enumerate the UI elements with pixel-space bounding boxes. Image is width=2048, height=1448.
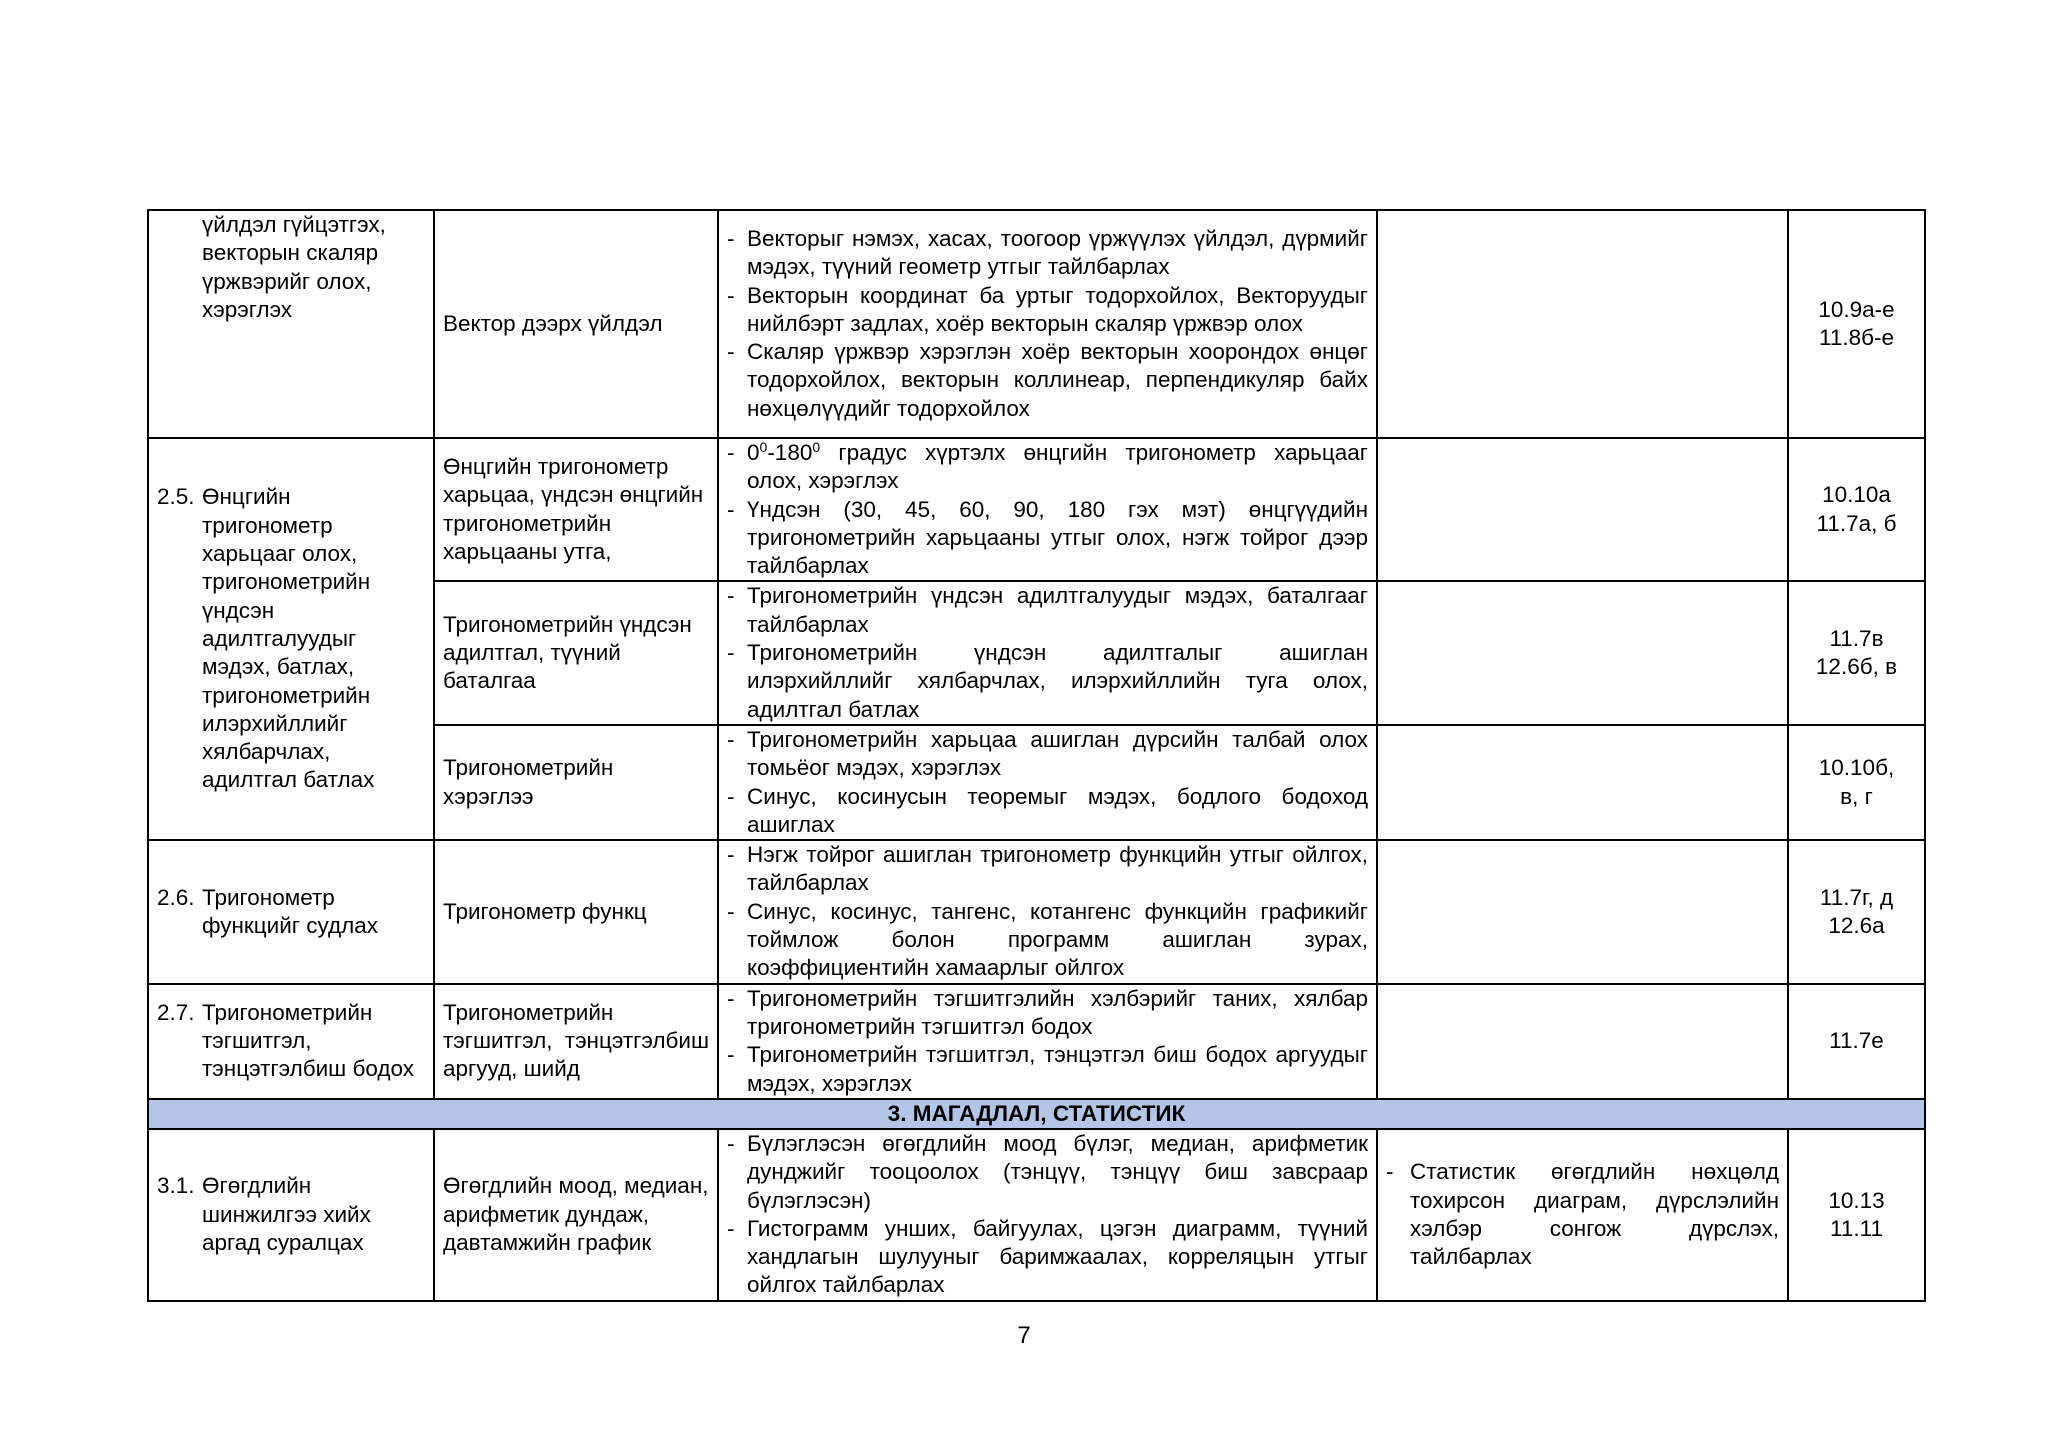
extra-cell (1377, 1129, 1788, 1301)
table-row (148, 1129, 1925, 1301)
goal-cell (148, 1129, 434, 1301)
goal-number: 2.6. (157, 884, 195, 910)
topic-cell: Тригонометрийн тэгшитгэл, тэнцэтгэлбиш аргууд, шийд (434, 984, 718, 1099)
topic-cell: Тригонометрийн үндсэн адилтгал, түүний баталгаа (434, 581, 718, 724)
code-cell: 10.10а 11.7а, б (1788, 438, 1925, 581)
goal-text: Тригонометрийн тэгшитгэл, тэнцэтгэлбиш бодох (202, 999, 415, 1082)
goal-cell (148, 840, 434, 983)
outcomes-cell (718, 581, 1377, 724)
table-row (148, 984, 1925, 1099)
outcome-item: - Тригонометрийн тэгшитгэл, тэнцэтгэл биш бодох аргуудыг мэдэх, хэрэглэх (727, 1042, 1368, 1096)
outcome-item: - Тригонометрийн үндсэн адилтгалыг ашиглан илэрхийллийг хялбарчлах, илэрхийллийн туга олох, адилтгал батлах (727, 640, 1368, 722)
outcomes-cell (718, 840, 1377, 983)
goal-text: үйлдэл гүйцэтгэх, векторын скаляр үржвэрийг олох, хэрэглэх (202, 212, 386, 322)
code-cell: 11.7е (1788, 984, 1925, 1099)
outcome-item: - Скаляр үржвэр хэрэглэн хоёр векторын хоорондох өнцөг тодорхойлох, векторын коллинеар, перпендикуляр байх нөхцөлүүдийг тодорхойлох (727, 339, 1368, 421)
outcome-item: - Тригонометрийн харьцаа ашиглан дүрсийн талбай олох томьёог мэдэх, хэрэглэх (727, 726, 1368, 781)
code-cell: 10.10б, в, г (1788, 725, 1925, 840)
topic-cell: Вектор дээрх үйлдэл (434, 210, 718, 438)
code-cell: 11.7в 12.6б, в (1788, 581, 1925, 724)
code-cell: 10.13 11.11 (1788, 1129, 1925, 1301)
code-cell: 10.9а-е 11.8б-е (1788, 210, 1925, 438)
extra-cell (1377, 438, 1788, 581)
extra-cell (1377, 210, 1788, 438)
section-title: 3. МАГАДЛАЛ, СТАТИСТИК (148, 1099, 1925, 1129)
goal-number: 2.7. (157, 999, 195, 1025)
curriculum-table (147, 209, 1926, 1302)
outcome-item: - Бүлэглэсэн өгөгдлийн моод бүлэг, медиан, арифметик дунджийг тооцоолох (тэнцүү, тэнцүү биш завсраар бүлэглэсэн) (727, 1130, 1368, 1213)
code-cell: 11.7г, д 12.6а (1788, 840, 1925, 983)
outcomes-cell (718, 725, 1377, 840)
section-header-row (148, 1099, 1925, 1129)
outcomes-cell (718, 1129, 1377, 1301)
goal-text: Тригонометр функцийг судлах (202, 884, 379, 938)
outcomes-cell (718, 984, 1377, 1099)
topic-cell: Өнцгийн тригонометр харьцаа, үндсэн өнцгийн тригонометрийн харьцааны утга, (434, 438, 718, 581)
goal-number: 3.1. (157, 1173, 195, 1199)
outcome-item: - Синус, косинус, тангенс, котангенс функцийн графикийг тоймлож болон программ ашиглан зурах, коэффициентийн хамаарлыг ойлгох (727, 898, 1368, 981)
topic-cell: Тригонометр функц (434, 840, 718, 983)
topic-cell: Тригонометрийн хэрэглээ (434, 725, 718, 840)
outcome-item: - Синус, косинусын теоремыг мэдэх, бодлого бодоход ашиглах (727, 783, 1368, 837)
outcomes-cell (718, 438, 1377, 581)
outcome-item: - Векторын координат ба уртыг тодорхойлох, Векторуудыг нийлбэрт задлах, хоёр векторын скаляр үржвэр олох (727, 282, 1368, 336)
goal-cell (148, 438, 434, 840)
outcome-item: - $0^0-180^0$ градус хүртэлх өнцгийн тригонометр харьцааг олох, хэрэглэх (727, 439, 1368, 494)
extra-cell (1377, 840, 1788, 983)
outcome-item: - Үндсэн (30, 45, 60, 90, 180 гэх мэт) өнцгүүдийн тригонометрийн харьцааны утгыг олох, нэгж тойрог дээр тайлбарлах (727, 496, 1368, 579)
outcomes-cell (718, 210, 1377, 438)
outcome-item: - Векторыг нэмэх, хасах, тоогоор үржүүлэх үйлдэл, дүрмийг мэдэх, түүний геометр утгыг тайлбарлах (727, 225, 1368, 280)
table-row (148, 438, 1925, 581)
goal-cell (148, 984, 434, 1099)
goal-text: Өнцгийн тригонометр харьцааг олох, тригонометрийн үндсэн адилтгалуудыг мэдэх, батлах, тригонометрийн илэрхийллийг хялбарчлах, адилтгал батлах (202, 484, 375, 793)
table-row (148, 840, 1925, 983)
outcome-item: - Тригонометрийн үндсэн адилтгалуудыг мэдэх, баталгааг тайлбарлах (727, 583, 1368, 637)
extra-cell (1377, 581, 1788, 724)
goal-text: Өгөгдлийн шинжилгээ хийх аргад суралцах (202, 1173, 371, 1255)
goal-number: 2.5. (157, 484, 195, 510)
table-row (148, 210, 1925, 438)
page-number: 7 (1017, 1322, 1031, 1349)
outcome-item: - Тригонометрийн тэгшитгэлийн хэлбэрийг таних, хялбар тригонометрийн тэгшитгэл бодох (727, 985, 1368, 1039)
outcome-item: - Гистограмм унших, байгуулах, цэгэн диаграмм, түүний хандлагын шулууныг баримжаалах, корреляцын утгыг ойлгох тайлбарлах (727, 1215, 1368, 1298)
extra-cell (1377, 984, 1788, 1099)
extra-item: - Статистик өгөгдлийн нөхцөлд тохирсон диаграм, дүрслэлийн хэлбэр сонгож дүрслэх, тайлбарлах (1386, 1159, 1779, 1270)
topic-cell: Өгөгдлийн моод, медиан, арифметик дундаж, давтамжийн график (434, 1129, 718, 1301)
goal-cell (148, 210, 434, 438)
extra-cell (1377, 725, 1788, 840)
outcome-item: - Нэгж тойрог ашиглан тригонометр функцийн утгыг ойлгох, тайлбарлах (727, 842, 1368, 896)
